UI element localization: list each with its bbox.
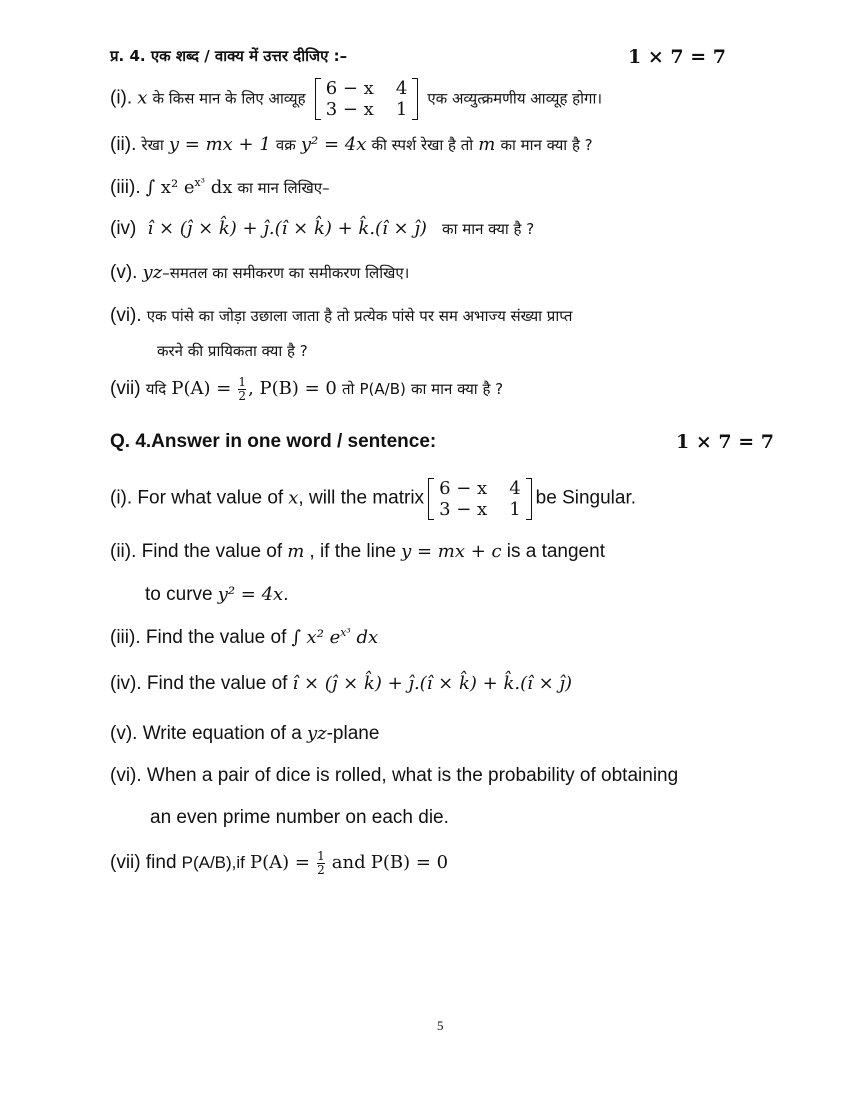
math-var: m	[287, 541, 305, 562]
question-text: be Singular.	[535, 487, 637, 509]
english-question-3	[110, 626, 378, 649]
matrix-cell: 4	[509, 478, 521, 499]
hindi-heading	[110, 46, 347, 66]
math-expression: P(B) = 0	[370, 852, 449, 873]
question-text: to curve	[145, 584, 213, 605]
question-text: का मान लिखिए–	[237, 179, 330, 197]
english-question-6-cont	[150, 807, 449, 829]
hindi-question-7	[110, 376, 503, 403]
math-expression: P(A) =	[250, 852, 310, 873]
question-text: के किस मान के लिए आव्यूह	[152, 89, 306, 108]
math-var: yz	[306, 723, 327, 744]
question-number: (v).	[110, 262, 138, 283]
question-text: रेखा	[141, 136, 164, 154]
question-text: वक्र	[275, 136, 296, 154]
matrix-cell: 1	[395, 99, 408, 120]
question-text: , will the matrix	[298, 487, 425, 509]
question-number: (vi).	[110, 305, 142, 326]
english-question-5	[110, 723, 379, 745]
hindi-question-6	[110, 305, 572, 327]
english-question-7	[110, 850, 448, 877]
math-expression: y = mx + c	[401, 541, 502, 562]
question-text: तो	[341, 380, 355, 398]
question-text: (i). For what value of	[110, 487, 284, 509]
matrix-cell: 4	[395, 78, 408, 99]
question-text: (iii). Find the value of	[110, 627, 287, 648]
question-text: an even prime number on each die.	[150, 807, 449, 828]
question-number: (ii).	[110, 134, 137, 155]
hindi-question-1	[110, 78, 602, 120]
question-text: , if the line	[309, 541, 397, 562]
matrix	[315, 78, 419, 120]
question-text: –समतल का समीकरण का समीकरण लिखिए।	[162, 264, 410, 282]
question-text: .	[283, 584, 289, 605]
question-number: (iii).	[110, 177, 141, 198]
english-question-6	[110, 765, 678, 787]
math-expression: P(A) =	[171, 378, 232, 399]
english-heading-text: Q. 4.Answer in one word / sentence:	[110, 431, 437, 452]
question-text: एक अव्युत्क्रमणीय आव्यूह होगा।	[427, 89, 603, 108]
question-text: -plane	[326, 723, 380, 744]
question-text: is a tangent	[506, 541, 605, 562]
question-text: यदि	[145, 380, 167, 398]
question-text: की स्पर्श रेखा है तो	[371, 136, 474, 154]
math-expression: y = mx + 1	[168, 134, 271, 155]
math-expression: y² = 4x	[217, 584, 284, 605]
page-number: 5	[437, 1018, 444, 1033]
question-text: का मान क्या है ?	[410, 380, 504, 398]
fraction: $\frac{1}{2}$	[238, 375, 247, 403]
hindi-question-2	[110, 134, 593, 156]
question-number: (i).	[110, 87, 133, 109]
integral-expression: ∫ x² $e^{x^3}$ dx	[145, 176, 233, 198]
question-text: एक पांसे का जोड़ा उछाला जाता है तो प्रत्येक पांसे पर सम अभाज्य संख्या प्राप्त	[146, 307, 573, 325]
math-var: x	[288, 487, 299, 509]
question-text: (vii) find	[110, 852, 177, 873]
matrix-cell: 3 − x	[325, 99, 374, 120]
conjunction-text: and	[331, 852, 366, 873]
hindi-question-4	[110, 218, 534, 240]
hindi-marks: 1 × 7 = 7	[628, 46, 726, 68]
matrix-cell: 6 − x	[439, 478, 488, 499]
english-marks: 1 × 7 = 7	[676, 431, 774, 453]
hindi-heading-text: प्र. 4. एक शब्द / वाक्य में उत्तर दीजिए :–	[110, 47, 348, 65]
math-expression: y² = 4x	[300, 134, 367, 155]
english-question-2	[110, 541, 605, 563]
math-var: m	[478, 134, 496, 155]
english-heading	[110, 431, 436, 453]
math-var: x	[137, 87, 148, 109]
integral-expression: ∫ x² $e^{x^3}$ dx	[291, 626, 379, 648]
vector-expression: î × (ĵ × k̂) + ĵ.(î × k̂) + k̂.(î × ĵ)	[147, 218, 427, 239]
question-number: (iv)	[110, 218, 137, 239]
math-var: yz	[142, 262, 163, 283]
question-text: (vi). When a pair of dice is rolled, what is the probability of obtaining	[110, 765, 679, 786]
matrix	[428, 478, 532, 520]
question-text: (ii). Find the value of	[110, 541, 283, 562]
hindi-question-5	[110, 262, 409, 284]
matrix-cell: 3 − x	[439, 499, 488, 520]
english-question-4	[110, 673, 572, 695]
hindi-question-6-cont	[157, 341, 308, 361]
question-number: (vii)	[110, 378, 141, 399]
math-expression: P(A/B)	[359, 380, 406, 398]
matrix-cell: 1	[509, 499, 521, 520]
question-text: का मान क्या है ?	[442, 220, 535, 238]
fraction: $\frac{1}{2}$	[317, 849, 325, 877]
hindi-question-3	[110, 176, 330, 199]
question-text: (iv). Find the value of	[110, 673, 288, 694]
english-question-2-cont	[145, 584, 288, 606]
question-text: (v). Write equation of a	[110, 723, 302, 744]
math-expression: P(A/B),if	[181, 853, 245, 872]
question-text: का मान क्या है ?	[500, 136, 593, 154]
vector-expression: î × (ĵ × k̂) + ĵ.(î × k̂) + k̂.(î × ĵ)	[292, 673, 572, 694]
matrix-cell: 6 − x	[325, 78, 374, 99]
english-question-1	[110, 478, 636, 520]
question-text: करने की प्रायिकता क्या है ?	[157, 342, 308, 360]
math-expression: , P(B) = 0	[248, 378, 337, 399]
